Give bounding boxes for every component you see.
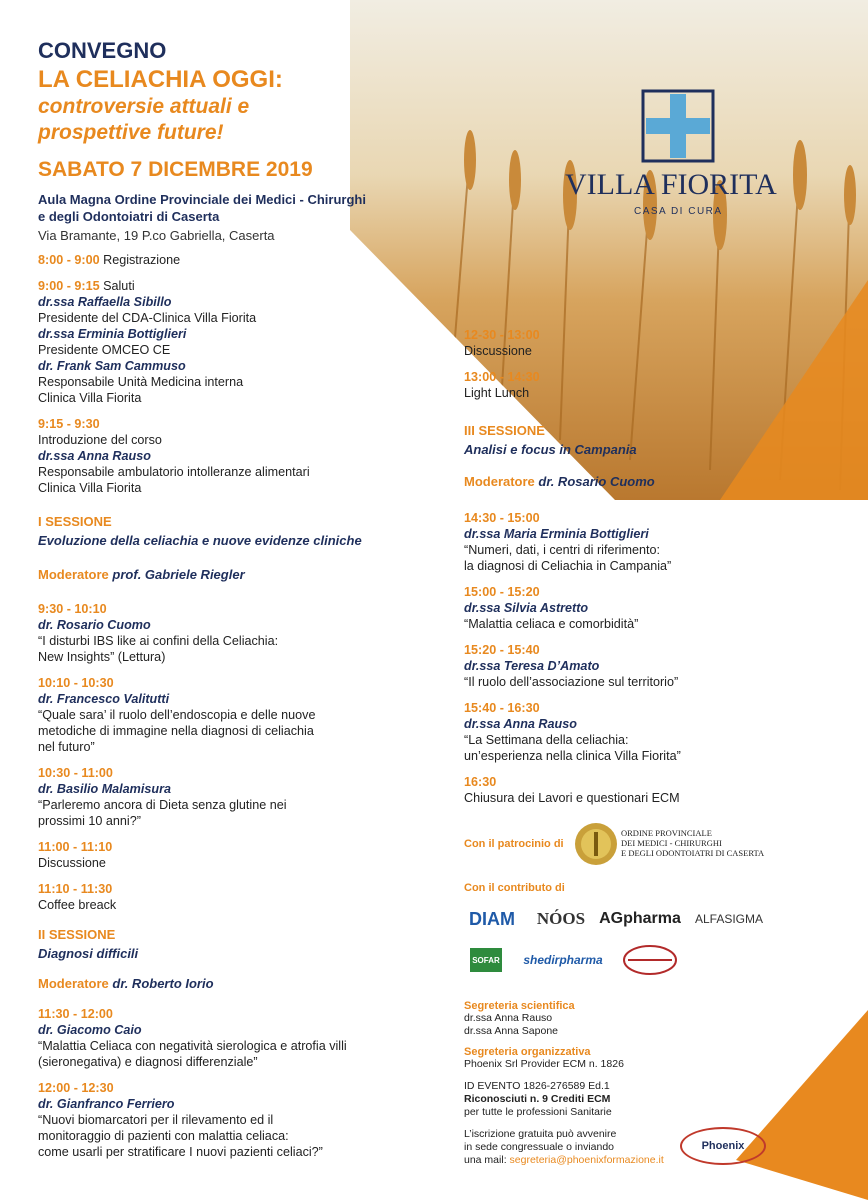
session-label: II SESSIONE [38,927,116,942]
program-item [38,675,418,755]
talk-line: “Malattia celiaca e comorbidità” [464,617,639,631]
email-link[interactable]: segreteria@phoenixformazione.it [509,1154,664,1166]
speaker: dr. Giacomo Caio [38,1023,142,1037]
item-text: Light Lunch [464,386,530,400]
item-text: Discussione [464,344,532,358]
talk-line: “Malattia Celiaca con negatività sierologica e atrofia villi [38,1039,347,1053]
program-item [464,327,794,359]
sponsor-agpharma-logo: AGpharma [599,910,681,927]
program-item [464,700,794,764]
villa-fiorita-logo-icon [640,88,716,164]
phoenix-logo-text: Phoenix [701,1140,745,1152]
program-item [38,601,418,665]
time: 11:30 - 12:00 [38,1007,113,1021]
time: 10:10 - 10:30 [38,676,114,690]
talk-line: “Nuovi biomarcatori per il rilevamento ed il [38,1113,274,1127]
sponsors-label: Con il contributo di [464,882,565,894]
program-item [38,278,418,406]
speaker: dr.ssa Teresa D’Amato [464,659,600,673]
talk-line: New Insights” (Lettura) [38,650,166,664]
venue [38,191,388,225]
moderator [464,474,794,490]
moderator-name: dr. Rosario Cuomo [538,474,655,489]
time: 15:20 - 15:40 [464,643,540,657]
patronage-org [621,828,764,858]
speaker: dr.ssa Erminia Bottiglieri [38,327,187,341]
talk-line: “Parleremo ancora di Dieta senza glutine nei [38,798,287,812]
role: Clinica Villa Fiorita [38,481,142,495]
sponsor-alfasigma-logo: ALFASIGMA [694,912,764,926]
moderator-name: dr. Roberto Iorio [112,976,214,991]
speaker: dr.ssa Silvia Astretto [464,601,589,615]
time: 12-30 - 13:00 [464,328,540,342]
moderator [38,567,418,583]
subtitle [38,94,368,146]
speaker: dr. Francesco Valitutti [38,692,170,706]
session-header [38,514,418,583]
venue-line: e degli Odontoiatri di Caserta [38,209,220,224]
talk-line: come usarli per stratificare I nuovi pazienti celiaci?” [38,1145,323,1159]
program-item [464,774,794,806]
talk-line: “La Settimana della celiachia: [464,733,629,747]
item-text: Coffee breack [38,898,117,912]
registration-note: in sede congressuale o inviando [464,1141,615,1153]
session-label: III SESSIONE [464,423,545,438]
time: 14:30 - 15:00 [464,511,540,525]
role: Responsabile Unità Medicina interna [38,375,244,389]
org-label: Segreteria organizzativa [464,1046,591,1058]
program-right [464,327,794,816]
brand-name: VILLA FIORITA [565,168,777,201]
moderator [38,976,418,992]
talk-line: nel futuro” [38,740,95,754]
speaker: dr.ssa Anna Rauso [464,717,577,731]
session-title: Diagnosi difficili [38,946,139,961]
time: 15:40 - 16:30 [464,701,540,715]
org-line: ORDINE PROVINCIALE [621,828,712,838]
time: 12:00 - 12:30 [38,1081,114,1095]
program-item [38,416,418,496]
note-prefix: una mail: [464,1154,510,1166]
talk-line: “I disturbi IBS like ai confini della Celiachia: [38,634,279,648]
talk-line: “Numeri, dati, i centri di riferimento: [464,543,660,557]
talk-line: “Quale sara’ il ruolo dell’endoscopia e delle nuove [38,708,316,722]
session-header [38,927,418,992]
moderator-label: Moderatore [38,976,109,991]
registration-note: L’iscrizione gratuita può avvenire [464,1128,617,1140]
time: 15:00 - 15:20 [464,585,540,599]
item-text: Saluti [99,279,135,293]
moderator-label: Moderatore [464,474,535,489]
talk-line: un’esperienza nella clinica Villa Fiorita” [464,749,681,763]
kicker: CONVEGNO [38,38,167,63]
program-left [38,252,418,1170]
item-text: Chiusura dei Lavori e questionari ECM [464,791,680,805]
program-item [38,252,418,268]
item-text: Discussione [38,856,106,870]
event-id: ID EVENTO 1826-276589 Ed.1 [464,1080,610,1092]
sponsor-sofar-logo: SOFAR [470,948,502,972]
sci-label: Segreteria scientifica [464,1000,575,1012]
sponsor-logo-icon [622,944,678,976]
talk-line: prossimi 10 anni?” [38,814,141,828]
speaker: dr. Basilio Malamisura [38,782,171,796]
subtitle-line: prospettive future! [38,121,224,144]
moderator-label: Moderatore [38,567,109,582]
brand-tagline: CASA DI CURA [634,206,723,217]
program-item [38,1006,418,1070]
session-title: Evoluzione della celiachia e nuove evidenze cliniche [38,533,362,548]
program-item [38,765,418,829]
org-name: Phoenix Srl Provider ECM n. 1826 [464,1058,624,1070]
moderator-name: prof. Gabriele Riegler [112,567,245,582]
speaker: dr. Frank Sam Cammuso [38,359,186,373]
venue-line: Aula Magna Ordine Provinciale dei Medici - Chirurghi [38,192,366,207]
ecm-note: per tutte le professioni Sanitarie [464,1106,612,1118]
speaker: dr. Rosario Cuomo [38,618,151,632]
medical-order-seal-icon [574,822,618,866]
role: Responsabile ambulatorio intolleranze alimentari [38,465,310,479]
program-item [38,839,418,871]
sci-name: dr.ssa Anna Rauso [464,1012,553,1024]
item-text: Registrazione [99,253,181,267]
time: 9:30 - 10:10 [38,602,107,616]
speaker: dr.ssa Maria Erminia Bottiglieri [464,527,649,541]
program-item [464,369,794,401]
org-line: E DEGLI ODONTOIATRI DI CASERTA [621,848,765,858]
session-title: Analisi e focus in Campania [464,442,637,457]
sponsor-shedirpharma-logo: shedirpharma [523,953,603,967]
time: 16:30 [464,775,497,789]
ecm-credits: Riconosciuti n. 9 Crediti ECM [464,1093,611,1105]
patronage-label: Con il patrocinio di [464,838,564,850]
speaker: dr. Gianfranco Ferriero [38,1097,175,1111]
program-item [38,881,418,913]
page-title: LA CELIACHIA OGGI: [38,66,283,93]
sponsor-noos-logo: NÓOS [536,909,586,928]
subtitle-line: controversie attuali e [38,95,250,118]
role: Clinica Villa Fiorita [38,391,142,405]
session-label: I SESSIONE [38,514,112,529]
time: 8:00 - 9:00 [38,253,100,267]
role: Presidente del CDA-Clinica Villa Fiorita [38,311,257,325]
program-item [38,1080,418,1160]
phoenix-logo [680,1127,766,1165]
item-text: Introduzione del corso [38,433,162,447]
talk-line: (sieronegativa) e diagnosi differenziale” [38,1055,258,1069]
talk-line: la diagnosi di Celiachia in Campania” [464,559,672,573]
time: 10:30 - 11:00 [38,766,113,780]
sponsor-diam-logo: DIAM [469,908,515,929]
time: 13:00 - 14:30 [464,370,540,384]
org-line: DEI MEDICI - CHIRURGHI [621,838,722,848]
event-date: SABATO 7 DICEMBRE 2019 [38,158,313,181]
speaker: dr.ssa Anna Rauso [38,449,151,463]
session-header [464,423,794,490]
time: 11:00 - 11:10 [38,840,113,854]
talk-line: metodiche di immagine nella diagnosi di celiachia [38,724,314,738]
time: 9:00 - 9:15 [38,279,100,293]
sci-name: dr.ssa Anna Sapone [464,1025,558,1037]
time: 9:15 - 9:30 [38,417,100,431]
program-item [464,510,794,574]
speaker: dr.ssa Raffaella Sibillo [38,295,172,309]
talk-line: monitoraggio di pazienti con malattia celiaca: [38,1129,289,1143]
address: Via Bramante, 19 P.co Gabriella, Caserta [38,228,275,243]
talk-line: “Il ruolo dell’associazione sul territorio” [464,675,679,689]
program-item [464,584,794,632]
time: 11:10 - 11:30 [38,882,113,896]
program-item [464,642,794,690]
role: Presidente OMCEO CE [38,343,171,357]
